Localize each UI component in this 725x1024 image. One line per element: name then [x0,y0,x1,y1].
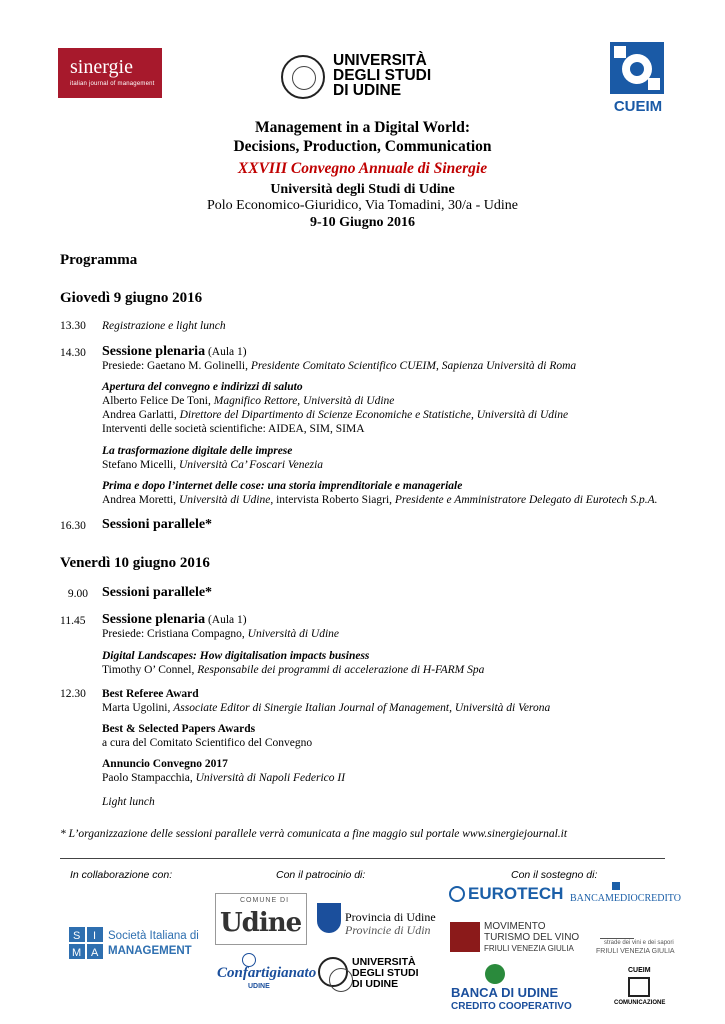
plenaria-room: (Aula 1) [207,346,247,358]
university-logo-line1: UNIVERSITÀ [333,52,427,69]
plenaria2-room: (Aula 1) [207,614,247,626]
university-seal-icon [281,55,325,99]
interventi-line: Interventi delle società scientifiche: AIDEA, SIM, SIMA [102,423,365,435]
trasformazione-title: La trasformazione digitale delle imprese [102,445,293,457]
movimento-text [484,921,579,954]
papers-title: Best & Selected Papers Awards [102,723,256,735]
svg-text:A: A [91,947,99,959]
collab-heading: In collaborazione con: [70,869,173,881]
svg-text:S: S [73,930,81,942]
time-1230: 12.30 [60,688,86,700]
prima-title: Prima e dopo l’internet delle cose: una storia imprenditoriale e manageriale [102,480,463,492]
strade-vini-icon [600,924,634,939]
movimento-line3: FRIULI VENEZIA GIULIA [484,944,574,953]
bancamedio-label: BANCAMEDIOCREDITO [570,893,681,904]
papers-sub: a cura del Comitato Scientifico del Convegno [102,737,313,749]
connel-line [102,664,484,676]
stampacchia-line [102,772,345,784]
provincia-shield-icon [317,903,341,933]
moretti-name: Andrea Moretti, [102,494,179,506]
banca-udine-line2: CREDITO COOPERATIVO [451,1001,572,1012]
garlatti-line [102,409,568,421]
programma-heading: Programma [60,252,138,268]
plenaria2-line [102,612,247,628]
venue-address: Polo Economico-Giuridico, Via Tomadini, 30/a - Udine [206,198,519,213]
cueim-logo-label: CUEIM [613,98,663,115]
provincia-line2: Provincie di Udin [345,923,431,937]
moretti-line [102,494,658,506]
cueim-mark-icon [610,42,664,94]
referee-title: Best Referee Award [102,688,199,700]
connel-name: Timothy O’ Connel, [102,664,198,676]
presiede-line [102,360,576,372]
eurotech-label: EUROTECH [468,884,564,903]
detoni-role: Magnifico Rettore, Università di Udine [213,395,395,407]
provincia-line1: Provincia di Udine [345,910,436,924]
university-logo-line2: DEGLI STUDI [333,67,432,84]
comune-label: COMUNE DI [240,897,290,904]
connel-role: Responsabile dei programmi di accelerazione di H-FARM Spa [197,664,485,676]
time-1430: 14.30 [60,347,86,359]
light-lunch: Light lunch [102,796,155,808]
movimento-line1: MOVIMENTO [484,921,546,932]
ugolini-name: Marta Ugolini, [102,702,174,714]
micelli-role: Università Ca’ Foscari Venezia [178,459,324,471]
apertura-title: Apertura del convegno e indirizzi di saluto [102,381,303,393]
stampacchia-role: Università di Napoli Federico II [195,772,346,784]
svg-text:I: I [93,930,97,942]
cueim-logo-icon [610,42,664,94]
presiede-name: Presiede: Gaetano M. Golinelli, [102,360,251,372]
detoni-line [102,395,394,407]
stampacchia-name: Paolo Stampacchia, [102,772,196,784]
bancamedio-icon [612,882,620,890]
garlatti-role: Direttore del Dipartimento di Scienze Economiche e Statistiche, Università di Udine [179,409,569,421]
patrocinio-heading: Con il patrocinio di: [276,869,366,881]
digital-title: Digital Landscapes: How digitalisation impacts business [102,650,370,662]
time-1630: 16.30 [60,520,86,532]
footer-uni-line1: UNIVERSITÀ [352,956,416,968]
day1-heading: Giovedì 9 giugno 2016 [60,290,203,306]
micelli-line [102,459,323,471]
ugolini-line [102,702,550,714]
event-dates: 9-10 Giugno 2016 [309,215,415,230]
footer-divider [60,858,665,859]
day2-parallele: Sessioni parallele* [102,585,213,600]
sima-line2: MANAGEMENT [108,945,192,957]
sima-grid-icon [69,927,103,959]
strade-line2: FRIULI VENEZIA GIULIA [596,948,675,955]
ugolini-role: Associate Editor di Sinergie Italian Journal of Management, Università di Verona [173,702,551,714]
moretti-role: Università di Udine [178,494,271,506]
footer-uni-line3: DI UDINE [352,978,399,990]
movimento-line2: TURISMO DEL VINO [484,932,580,943]
plenaria-line [102,344,247,360]
cueim-com-icon [628,977,650,997]
strade-line1: strade dei vini e dei sapori [604,940,674,946]
garlatti-name: Andrea Garlatti, [102,409,180,421]
svg-text:M: M [72,947,82,959]
presiede2-name: Presiede: Cristiana Compagno, [102,628,248,640]
presiede2-role: Università di Udine [247,628,340,640]
title-line2: Decisions, Production, Communication [233,138,492,155]
micelli-name: Stefano Micelli, [102,459,179,471]
day1-parallele: Sessioni parallele* [102,517,213,532]
plenaria2-title: Sessione plenaria [102,612,206,627]
plenaria-title: Sessione plenaria [102,344,206,359]
sinergie-logo-word: sinergie [70,56,133,78]
convegno-title: XXVIII Convegno Annuale di Sinergie [237,160,488,177]
day2-heading: Venerdì 10 giugno 2016 [60,555,210,571]
movimento-vino-icon [450,922,480,952]
udine-word: Udine [220,908,302,938]
annuncio-title: Annuncio Convegno 2017 [102,758,228,770]
sinergie-logo-subtitle: italian journal of management [70,81,155,87]
presiede2-line [102,628,339,640]
confartigianato-label: Confartigianato [217,965,317,981]
university-logo-line3: DI UDINE [333,82,402,99]
university-name: Università degli Studi di Udine [270,182,455,197]
footer-university-text [352,957,419,990]
time-900: 9.00 [67,588,88,600]
presiede-role: Presidente Comitato Scientifico CUEIM, Sapienza Università di Roma [250,360,577,372]
footer-university-seal-icon [318,957,348,987]
time-1145: 11.45 [60,615,86,627]
sima-logo-icon [69,927,103,959]
sima-line1: Società Italiana di [108,930,199,942]
time-1330: 13.30 [60,320,86,332]
banca-udine-icon [485,964,505,984]
footnote: * L’organizzazione delle sessioni parallele verrà comunicata a fine maggio sul portale www.sinergiejournal.it [60,828,568,840]
title-line1: Management in a Digital World: [255,119,470,136]
eurotech-icon [449,886,465,902]
moretti-mid: , intervista Roberto Siagri, [270,494,395,506]
detoni-name: Alberto Felice De Toni, [102,395,214,407]
sinergie-logo [58,48,162,98]
sostegno-heading: Con il sostegno di: [511,869,598,881]
cueim-com-bottom: COMUNICAZIONE [614,1000,666,1006]
cueim-com-top: CUEIM [628,967,651,974]
registrazione-text: Registrazione e light lunch [102,320,226,332]
university-logo-text [333,53,431,98]
comune-udine-logo [215,893,307,945]
confartigianato-sub: UDINE [248,983,270,990]
footer-uni-line2: DEGLI STUDI [352,967,419,979]
siagri-role: Presidente e Amministratore Delegato di Eurotech S.p.A. [394,494,658,506]
banca-udine-line1: BANCA DI UDINE [451,985,559,1000]
